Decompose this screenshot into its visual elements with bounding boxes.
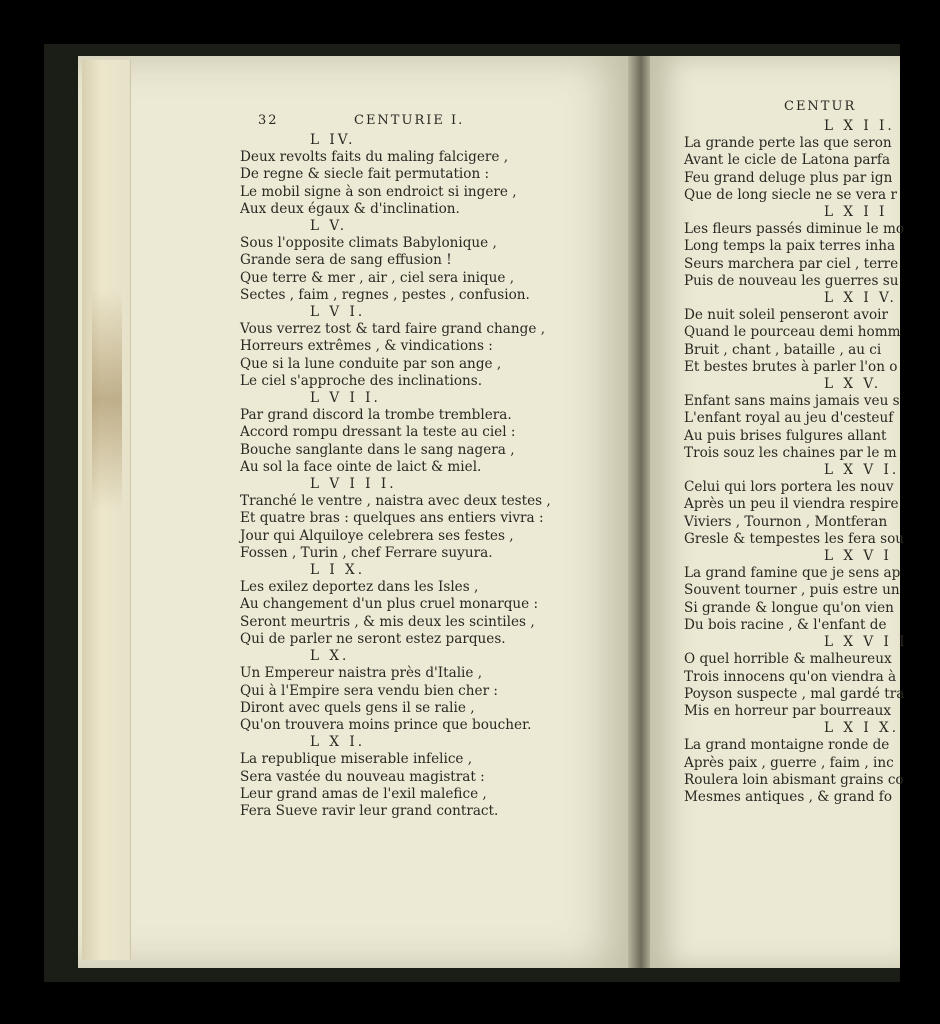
quatrain-number: L IV. [310,132,356,148]
verse-line: De nuit soleil penseront avoir [684,307,889,324]
verse-line: Que si la lune conduite par son ange , [240,355,502,372]
verse-line: Deux revolts faits du maling falcigere , [240,149,509,166]
verse-line: Long temps la paix terres inha [684,238,896,255]
verse-line: Leur grand amas de l'exil malefice , [240,785,487,802]
quatrain [684,376,900,462]
verse-line: Quand le pourceau demi homm [684,324,901,341]
paper-stain [92,290,122,510]
verse-line: Bruit , chant , bataille , au ci [684,341,882,358]
verse-line: Sous l'opposite climats Babylonique , [240,235,497,252]
verse-line: Si grande & longue qu'on vien [684,599,894,616]
quatrain-number: L X V I. [824,462,900,479]
quatrain [684,634,908,720]
verse-line: Grande sera de sang effusion ! [240,252,452,269]
verse-line: Avant le cicle de Latona parfa [684,152,891,169]
verse-line: Au puis brises fulgures allant [684,427,887,444]
verse-line: Diront avec quels gens il se ralie , [240,699,475,716]
verse-line: Puis de nouveau les guerres su [684,272,899,289]
verse-line: Seront meurtris , & mis deux les scintiles , [240,613,535,630]
verse-line: Trois souz les chaines par le m [684,444,897,461]
quatrain-number: L X V I I [824,634,908,651]
verse-line: Et quatre bras : quelques ans entiers vivra : [240,510,544,527]
verse-line: Gresle & tempestes les fera sou [684,530,905,547]
verse-line: L'enfant royal au jeu d'cesteuf [684,410,894,427]
verse-line: Horreurs extrêmes , & vindications : [240,338,493,355]
verse-line: Que terre & mer , air , ciel sera inique , [240,269,515,286]
verse-line: Jour qui Alquiloye celebrera ses festes , [240,527,514,544]
right-page-text [684,99,908,806]
quatrain-number: L V I. [310,304,366,321]
verse-line: De regne & siecle fait permutation : [240,166,490,183]
quatrain [240,648,570,734]
quatrain-list [684,118,908,806]
verse-line: Poyson suspecte , mal gardé tra [684,685,905,702]
verse-line: Enfant sans mains jamais veu s [684,393,900,410]
verse-line: Et bestes brutes à parler l'on o [684,358,898,375]
verse-line: Les exilez deportez dans les Isles , [240,579,479,596]
verse-line: La grand montaigne ronde de [684,737,890,754]
quatrain [684,462,905,548]
verse-line: Souvent tourner , puis estre un [684,582,900,599]
verse-line: Accord rompu dressant la teste au ciel : [240,424,516,441]
verse-line: Du bois racine , & l'enfant de [684,616,887,633]
verse-line: Bouche sanglante dans le sang nagera , [240,441,515,458]
page-edges [82,60,131,960]
verse-line: La grand famine que je sens ap [684,565,901,582]
quatrain [240,562,570,648]
quatrain-number: L X I I [824,204,888,221]
verse-line: Fera Sueve ravir leur grand contract. [240,802,499,819]
verse-line: Vous verrez tost & tard faire grand change , [240,321,546,338]
verse-line: Sectes , faim , regnes , pestes , confusion. [240,286,530,303]
verse-line: Mesmes antiques , & grand fo [684,788,893,805]
verse-line: Celui qui lors portera les nouv [684,479,894,496]
verse-line: Mis en horreur par bourreaux [684,702,892,719]
quatrain-number: L X I X. [824,720,900,737]
verse-line: Aux deux égaux & d'inclination. [240,200,460,217]
verse-line: Fossen , Turin , chef Ferrare suyura. [240,544,493,561]
quatrain [684,204,905,290]
quatrain [240,218,570,304]
verse-line: La republique miserable infelice , [240,751,473,768]
page-number: 32 [258,113,279,128]
quatrain-number: L V I I. [310,390,381,407]
verse-line: La grande perte las que seron [684,135,892,152]
quatrain [684,290,900,376]
quatrain-number: L X I I. [824,118,895,134]
page-header [240,112,570,132]
running-head: CENTUR [784,99,857,114]
verse-line: Qui de parler ne seront estez parques. [240,630,506,647]
verse-line: Seurs marchera par ciel , terre [684,255,899,272]
quatrain-number: L X. [310,648,350,665]
verse-line: Après paix , guerre , faim , inc [684,754,894,771]
verse-line: Après un peu il viendra respire [684,496,899,513]
left-page-text [240,112,570,820]
running-head: CENTURIE I. [354,113,465,128]
quatrain [240,476,570,562]
quatrain [684,548,900,634]
verse-line: Le mobil signe à son endroict si ingere , [240,183,517,200]
verse-line: Le ciel s'approche des inclinations. [240,372,483,389]
verse-line: Les fleurs passés diminue le mo [684,221,905,238]
quatrain-number: L V. [310,218,348,235]
verse-line: Feu grand deluge plus par ign [684,169,893,186]
quatrain [684,118,900,204]
quatrain-number: L I X. [310,562,366,579]
verse-line: Qu'on trouvera moins prince que boucher. [240,716,532,733]
quatrain-number: L V I I I. [310,476,397,493]
verse-line: Viviers , Tournon , Montferan [684,513,888,530]
verse-line: Un Empereur naistra près d'Italie , [240,665,483,682]
quatrain [240,304,570,390]
verse-line: Qui à l'Empire sera vendu bien cher : [240,682,498,699]
verse-line: Sera vastée du nouveau magistrat : [240,768,485,785]
quatrain-number: L X I. [310,734,366,751]
quatrain-number: L X V. [824,376,882,393]
verse-line: O quel horrible & malheureux [684,651,892,668]
verse-line: Au sol la face ointe de laict & miel. [240,458,482,475]
verse-line: Tranché le ventre , naistra avec deux testes , [240,493,551,510]
quatrain [240,390,570,476]
verse-line: Roulera loin abismant grains co [684,771,904,788]
quatrain-number: L X V I [824,548,892,565]
verse-line: Au changement d'un plus cruel monarque : [240,596,539,613]
verse-line: Trois innocens qu'on viendra à [684,668,897,685]
quatrain [684,720,904,806]
verse-line: Par grand discord la trombe tremblera. [240,407,512,424]
verse-line: Que de long siecle ne se vera r [684,186,897,203]
quatrain [240,734,570,820]
quatrain-list [240,132,570,820]
quatrain [240,132,570,218]
quatrain-number: L X I V. [824,290,897,307]
